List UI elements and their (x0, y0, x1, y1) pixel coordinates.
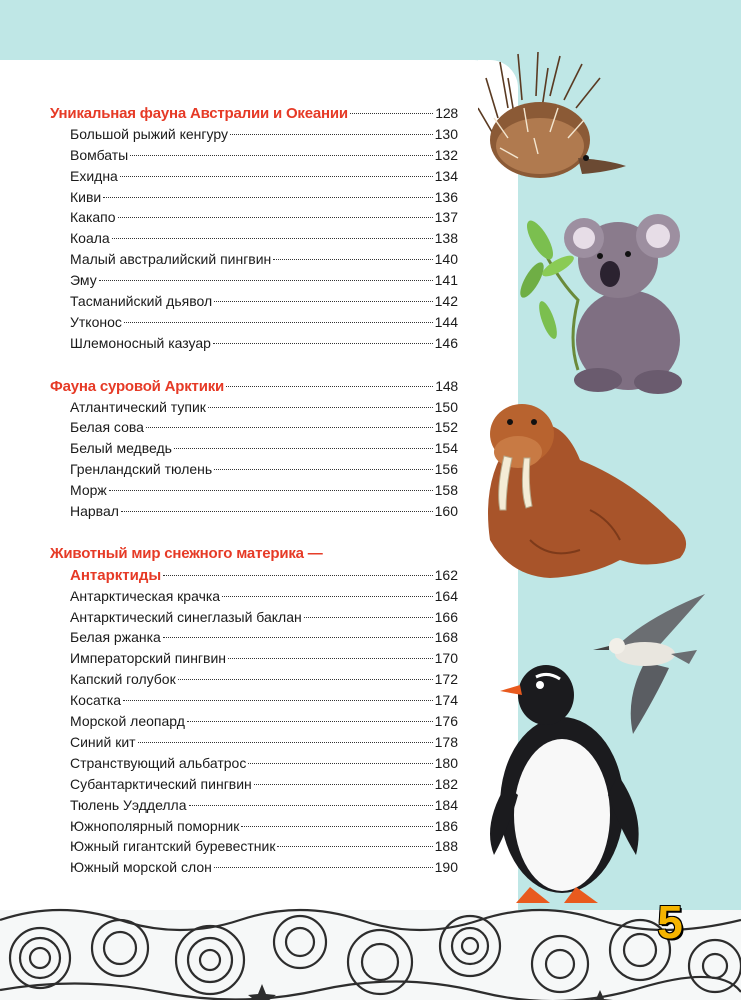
toc-items (50, 397, 458, 522)
toc-item[interactable] (50, 586, 458, 607)
page-ref: 166 (434, 608, 458, 625)
item-label: Гренландский тюлень (70, 461, 213, 478)
koala-icon (518, 200, 698, 400)
page-ref: 158 (434, 482, 458, 499)
toc-item[interactable] (50, 187, 458, 208)
item-label: Ехидна (70, 167, 118, 184)
toc-items (50, 586, 458, 878)
item-label: Тасманийский дьявол (70, 293, 213, 310)
item-label: Капский голубок (70, 671, 176, 688)
toc-item[interactable] (50, 711, 458, 732)
toc-item[interactable] (50, 270, 458, 291)
leader-dots (214, 469, 432, 470)
toc-item[interactable] (50, 836, 458, 857)
leader-dots (228, 658, 433, 659)
leader-dots (109, 490, 433, 491)
toc-item[interactable] (50, 857, 458, 878)
page-ref: 164 (434, 587, 458, 604)
toc-item[interactable] (50, 501, 458, 522)
item-label: Синий кит (70, 733, 136, 750)
leader-dots (163, 575, 432, 576)
leader-dots (222, 596, 433, 597)
page-ref: 130 (434, 125, 458, 142)
item-label: Малый австралийский пингвин (70, 251, 272, 268)
toc-item[interactable] (50, 774, 458, 795)
page-ref: 138 (434, 230, 458, 247)
item-label: Антарктическая крачка (70, 587, 221, 604)
item-label: Императорский пингвин (70, 650, 227, 667)
page-ref: 182 (434, 775, 458, 792)
toc-heading[interactable] (50, 376, 458, 397)
toc-item[interactable] (50, 145, 458, 166)
echidna-icon (478, 48, 628, 188)
page-ref: 132 (434, 146, 458, 163)
leader-dots (112, 238, 433, 239)
toc-item[interactable] (50, 291, 458, 312)
toc-section-antarctica (50, 544, 458, 878)
decorative-swirl-border (0, 880, 741, 1000)
item-label: Тюлень Уэдделла (70, 796, 187, 813)
leader-dots (174, 448, 433, 449)
page-ref: 136 (434, 188, 458, 205)
item-label: Вомбаты (70, 146, 129, 163)
leader-dots (241, 826, 432, 827)
toc-section-arctic (50, 376, 458, 522)
toc-item[interactable] (50, 228, 458, 249)
page-ref: 140 (434, 251, 458, 268)
toc-items (50, 124, 458, 354)
page-ref: 170 (434, 650, 458, 667)
table-of-contents (50, 103, 458, 900)
leader-dots (350, 113, 433, 114)
page-ref: 176 (434, 713, 458, 730)
page-ref: 137 (434, 209, 458, 226)
leader-dots (103, 197, 432, 198)
page-ref: 148 (435, 377, 458, 394)
leader-dots (124, 322, 433, 323)
penguin-icon (480, 655, 650, 910)
page-ref: 156 (434, 461, 458, 478)
item-label: Белая сова (70, 419, 144, 436)
toc-item[interactable] (50, 166, 458, 187)
leader-dots (187, 721, 433, 722)
leader-dots (254, 784, 433, 785)
heading-label: Животный мир снежного материка — (50, 544, 323, 562)
page-ref: 172 (434, 671, 458, 688)
item-label: Белый медведь (70, 440, 172, 457)
page-ref: 154 (434, 440, 458, 457)
leader-dots (163, 637, 433, 638)
item-label: Морж (70, 482, 107, 499)
page-ref: 174 (434, 692, 458, 709)
leader-dots (304, 617, 433, 618)
page-ref: 141 (434, 272, 458, 289)
page-ref: 144 (434, 313, 458, 330)
leader-dots (248, 763, 432, 764)
leader-dots (178, 679, 433, 680)
item-label: Какапо (70, 209, 116, 226)
item-label: Шлемоносный казуар (70, 334, 211, 351)
item-label: Коала (70, 230, 110, 247)
leader-dots (208, 407, 433, 408)
toc-item[interactable] (50, 795, 458, 816)
item-label: Южнополярный поморник (70, 817, 240, 834)
page-ref: 134 (434, 167, 458, 184)
leader-dots (99, 280, 433, 281)
page-ref: 160 (434, 503, 458, 520)
toc-item[interactable] (50, 648, 458, 669)
page-ref: 186 (434, 817, 458, 834)
item-label: Утконос (70, 313, 122, 330)
toc-item[interactable] (50, 607, 458, 628)
leader-dots (123, 700, 433, 701)
toc-item[interactable] (50, 732, 458, 753)
toc-item[interactable] (50, 690, 458, 711)
toc-item[interactable] (50, 249, 458, 270)
heading-label: Уникальная фауна Австралии и Океании (50, 105, 348, 122)
page-ref: 188 (434, 838, 458, 855)
leader-dots (230, 134, 433, 135)
page-ref: 180 (434, 754, 458, 771)
page-ref: 152 (434, 419, 458, 436)
leader-dots (138, 742, 433, 743)
item-label: Киви (70, 188, 102, 205)
toc-heading-continued[interactable] (50, 565, 458, 586)
heading-label: Антарктиды (70, 566, 162, 584)
item-label: Атлантический тупик (70, 398, 206, 415)
item-label: Эму (70, 272, 97, 289)
leader-dots (130, 155, 432, 156)
page-ref: 150 (434, 398, 458, 415)
leader-dots (214, 867, 433, 868)
toc-item[interactable] (50, 312, 458, 333)
toc-item[interactable] (50, 397, 458, 418)
page-number: 5 (657, 896, 683, 948)
leader-dots (189, 805, 433, 806)
page-ref: 184 (434, 796, 458, 813)
item-label: Южный гигантский буревестник (70, 838, 276, 855)
toc-item[interactable] (50, 124, 458, 145)
item-label: Большой рыжий кенгуру (70, 125, 228, 142)
item-label: Морской леопард (70, 713, 185, 730)
toc-item[interactable] (50, 333, 458, 354)
page-ref: 162 (434, 566, 458, 583)
toc-item[interactable] (50, 816, 458, 837)
heading-label: Фауна суровой Арктики (50, 377, 225, 395)
leader-dots (273, 259, 432, 260)
toc-item[interactable] (50, 669, 458, 690)
item-label: Антарктический синеглазый баклан (70, 608, 302, 625)
toc-item[interactable] (50, 480, 458, 501)
leader-dots (213, 343, 433, 344)
page-ref: 190 (434, 859, 458, 876)
leader-dots (146, 427, 433, 428)
page-ref: 128 (435, 105, 458, 121)
item-label: Белая ржанка (70, 629, 161, 646)
toc-heading[interactable] (50, 544, 458, 565)
toc-item[interactable] (50, 207, 458, 228)
item-label: Нарвал (70, 503, 119, 520)
item-label: Странствующий альбатрос (70, 754, 247, 771)
leader-dots (214, 301, 433, 302)
item-label: Субантарктический пингвин (70, 775, 252, 792)
toc-section-australia (50, 103, 458, 354)
item-label: Южный морской слон (70, 859, 212, 876)
toc-item[interactable] (50, 438, 458, 459)
toc-item[interactable] (50, 627, 458, 648)
leader-dots (226, 386, 433, 387)
walrus-icon (470, 390, 700, 590)
toc-item[interactable] (50, 417, 458, 438)
item-label: Косатка (70, 692, 122, 709)
toc-item[interactable] (50, 459, 458, 480)
toc-heading[interactable] (50, 103, 458, 124)
leader-dots (121, 511, 433, 512)
page-ref: 142 (434, 293, 458, 310)
leader-dots (120, 176, 433, 177)
page-ref: 178 (434, 733, 458, 750)
page-ref: 168 (434, 629, 458, 646)
leader-dots (277, 846, 432, 847)
leader-dots (118, 217, 433, 218)
toc-item[interactable] (50, 753, 458, 774)
page-ref: 146 (434, 334, 458, 351)
